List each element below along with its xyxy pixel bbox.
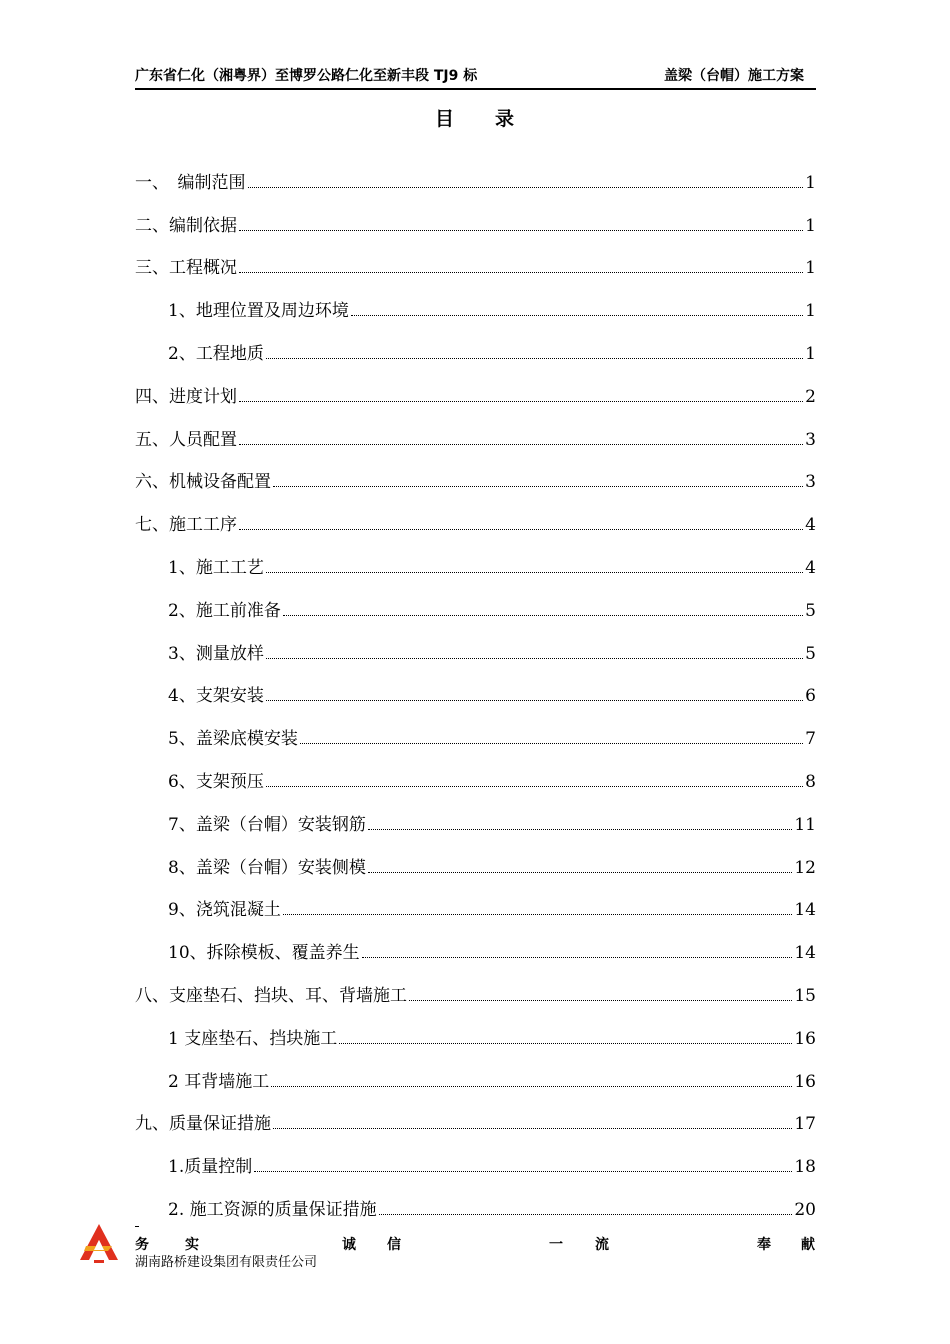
motto-char: 献 bbox=[801, 1237, 815, 1253]
header-project-name: 广东省仁化（湘粤界）至博罗公路仁化至新丰段 TJ9 标 bbox=[135, 68, 478, 84]
toc-entry-label: 五、人员配置 bbox=[135, 429, 237, 450]
toc-entry-page: 4 bbox=[805, 557, 816, 578]
toc-entry[interactable] bbox=[135, 621, 816, 664]
toc-leader-dots bbox=[239, 272, 803, 273]
motto-char: 务 bbox=[135, 1237, 149, 1253]
toc-entry-label: 七、施工工序 bbox=[135, 515, 237, 536]
toc-entry[interactable] bbox=[135, 749, 816, 792]
toc-entry-page: 1 bbox=[805, 301, 816, 322]
toc-entry-label: 3、测量放样 bbox=[168, 643, 264, 664]
toc-entry[interactable] bbox=[135, 364, 816, 407]
toc-leader-dots bbox=[273, 1128, 792, 1129]
header-document-title: 盖梁（台帽）施工方案 bbox=[664, 68, 804, 84]
toc-leader-dots bbox=[239, 444, 803, 445]
toc-leader-dots bbox=[239, 529, 803, 530]
toc-entry-label: 2、施工前准备 bbox=[168, 600, 281, 621]
toc-title: 目 录 bbox=[434, 108, 515, 130]
toc-entry[interactable] bbox=[135, 278, 816, 321]
toc-entry[interactable] bbox=[135, 1006, 816, 1049]
toc-entry[interactable] bbox=[135, 920, 816, 963]
toc-entry-page: 2 bbox=[805, 386, 816, 407]
toc-entry[interactable] bbox=[135, 792, 816, 835]
toc-entry-page: 3 bbox=[805, 472, 816, 493]
toc-entry-page: 1 bbox=[805, 343, 816, 364]
toc-leader-dots bbox=[283, 615, 803, 616]
toc-entry-label: 4、支架安装 bbox=[168, 686, 264, 707]
toc-entry[interactable] bbox=[135, 1134, 816, 1177]
toc-entry[interactable] bbox=[135, 236, 816, 279]
toc-entry-page: 1 bbox=[805, 215, 816, 236]
motto-char: 奉 bbox=[757, 1237, 771, 1253]
toc-entry-page: 17 bbox=[794, 1114, 816, 1135]
toc-entry-page: 5 bbox=[805, 643, 816, 664]
toc-entry-page: 6 bbox=[805, 686, 816, 707]
table-of-contents bbox=[135, 150, 816, 1220]
toc-entry[interactable] bbox=[135, 321, 816, 364]
company-logo-icon bbox=[78, 1222, 120, 1264]
toc-entry-label: 八、支座垫石、挡块、耳、背墙施工 bbox=[135, 985, 407, 1006]
toc-leader-dots bbox=[254, 1171, 792, 1172]
toc-leader-dots bbox=[379, 1214, 793, 1215]
toc-leader-dots bbox=[368, 829, 793, 830]
toc-entry-page: 15 bbox=[794, 985, 816, 1006]
toc-leader-dots bbox=[339, 1043, 792, 1044]
toc-entry-label: 1.质量控制 bbox=[168, 1157, 253, 1178]
toc-entry-page: 11 bbox=[794, 814, 816, 835]
toc-entry[interactable] bbox=[135, 193, 816, 236]
toc-entry-label: 7、盖梁（台帽）安装钢筋 bbox=[168, 814, 366, 835]
toc-entry-label: 一、 编制范围 bbox=[135, 172, 246, 193]
toc-entry[interactable] bbox=[135, 407, 816, 450]
toc-entry-label: 6、支架预压 bbox=[168, 771, 264, 792]
toc-leader-dots bbox=[266, 358, 803, 359]
toc-entry[interactable] bbox=[135, 1092, 816, 1135]
toc-entry-page: 16 bbox=[794, 1071, 816, 1092]
motto-char: 实 bbox=[185, 1237, 199, 1253]
toc-entry-page: 8 bbox=[805, 771, 816, 792]
toc-entry-label: 9、浇筑混凝土 bbox=[168, 900, 281, 921]
toc-entry-page: 18 bbox=[794, 1157, 816, 1178]
toc-leader-dots bbox=[248, 187, 804, 188]
toc-entry-label: 1、地理位置及周边环境 bbox=[168, 301, 349, 322]
toc-leader-dots bbox=[351, 315, 803, 316]
toc-leader-dots bbox=[271, 1086, 792, 1087]
toc-leader-dots bbox=[266, 572, 803, 573]
toc-entry-label: 10、拆除模板、覆盖养生 bbox=[168, 943, 360, 964]
toc-entry-label: 二、编制依据 bbox=[135, 215, 237, 236]
toc-leader-dots bbox=[239, 401, 803, 402]
toc-entry-label: 2 耳背墙施工 bbox=[168, 1071, 270, 1092]
toc-leader-dots bbox=[300, 743, 803, 744]
toc-entry-page: 7 bbox=[805, 729, 816, 750]
toc-entry[interactable] bbox=[135, 706, 816, 749]
company-name: 湖南路桥建设集团有限责任公司 bbox=[135, 1255, 318, 1270]
toc-leader-dots bbox=[266, 700, 803, 701]
toc-entry-page: 20 bbox=[794, 1199, 816, 1220]
motto-char: 一 bbox=[549, 1237, 563, 1253]
page-header bbox=[135, 66, 816, 90]
toc-leader-dots bbox=[239, 230, 803, 231]
toc-entry[interactable] bbox=[135, 492, 816, 535]
toc-leader-dots bbox=[368, 872, 793, 873]
toc-entry[interactable] bbox=[135, 963, 816, 1006]
toc-entry[interactable] bbox=[135, 1177, 816, 1220]
toc-entry-page: 16 bbox=[794, 1028, 816, 1049]
toc-entry-page: 1 bbox=[805, 172, 816, 193]
toc-entry-label: 2、工程地质 bbox=[168, 343, 264, 364]
toc-entry-label: 九、质量保证措施 bbox=[135, 1114, 271, 1135]
toc-entry-page: 3 bbox=[805, 429, 816, 450]
toc-entry[interactable] bbox=[135, 450, 816, 493]
toc-entry-label: 三、工程概况 bbox=[135, 258, 237, 279]
toc-entry-page: 4 bbox=[805, 515, 816, 536]
toc-entry-page: 14 bbox=[794, 900, 816, 921]
motto-char: 诚 bbox=[342, 1237, 356, 1253]
toc-entry-label: 5、盖梁底模安装 bbox=[168, 729, 298, 750]
toc-leader-dots bbox=[266, 786, 803, 787]
toc-entry-page: 14 bbox=[794, 943, 816, 964]
footer-mark bbox=[135, 1226, 139, 1227]
toc-entry[interactable] bbox=[135, 578, 816, 621]
motto-char: 流 bbox=[595, 1237, 609, 1253]
toc-entry[interactable] bbox=[135, 835, 816, 878]
toc-entry[interactable] bbox=[135, 150, 816, 193]
toc-leader-dots bbox=[409, 1000, 792, 1001]
toc-entry-label: 1、施工工艺 bbox=[168, 557, 264, 578]
toc-entry[interactable] bbox=[135, 1049, 816, 1092]
toc-entry-page: 5 bbox=[805, 600, 816, 621]
toc-leader-dots bbox=[283, 914, 793, 915]
toc-entry[interactable] bbox=[135, 535, 816, 578]
toc-entry[interactable] bbox=[135, 878, 816, 921]
toc-entry-label: 8、盖梁（台帽）安装侧模 bbox=[168, 857, 366, 878]
toc-entry-page: 12 bbox=[794, 857, 816, 878]
toc-leader-dots bbox=[266, 658, 803, 659]
toc-entry-page: 1 bbox=[805, 258, 816, 279]
toc-entry-label: 1 支座垫石、挡块施工 bbox=[168, 1028, 338, 1049]
toc-entry-label: 2. 施工资源的质量保证措施 bbox=[168, 1199, 377, 1220]
toc-entry-label: 四、进度计划 bbox=[135, 386, 237, 407]
toc-entry-label: 六、机械设备配置 bbox=[135, 472, 271, 493]
toc-leader-dots bbox=[273, 486, 803, 487]
toc-leader-dots bbox=[362, 957, 793, 958]
toc-entry[interactable] bbox=[135, 664, 816, 707]
motto-char: 信 bbox=[387, 1237, 401, 1253]
